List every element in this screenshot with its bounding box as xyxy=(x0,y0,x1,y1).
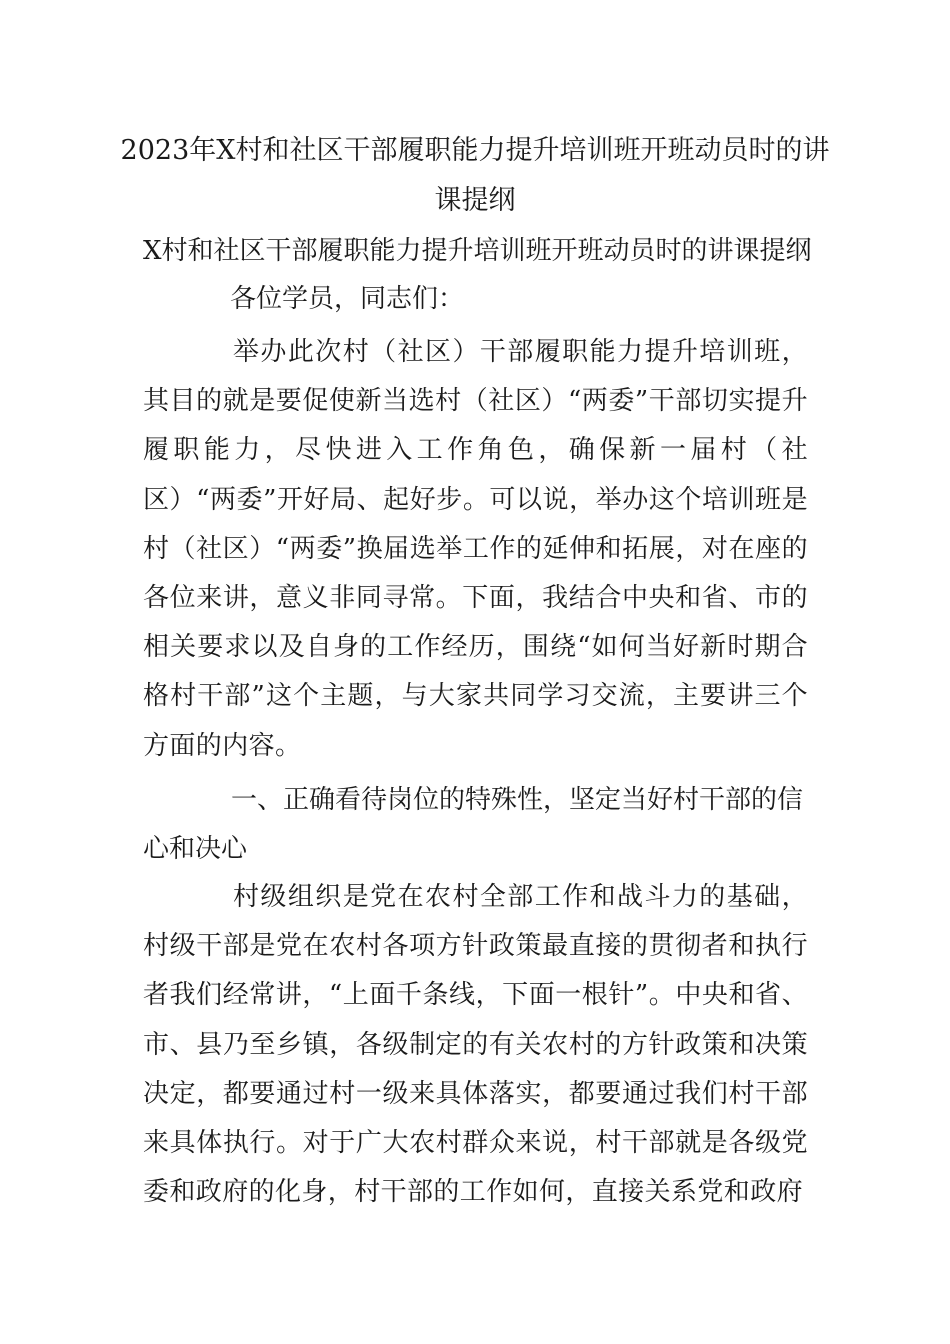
section-1-paragraph: 村级组织是党在农村全部工作和战斗力的基础，村级干部是党在农村各项方针政策最直接的贯彻者和执行者我们经常讲，“上面千条线，下面一根针”。中央和省、市、县乃至乡镇，各级制定的有关农村的方针政策和决策决定，都要通过村一级来具体落实，都要通过我们村干部来具体执行。对于广大农村群众来说，村干部就是各级党委和政府的化身，村干部的工作如何，直接关系党和政府 xyxy=(143,882,808,1208)
greeting-line: 各位学员，同志们： xyxy=(230,284,465,314)
document-title: 2023年X村和社区干部履职能力提升培训班开班动员时的讲课提纲 xyxy=(120,135,830,216)
intro-paragraph: 举办此次村（社区）干部履职能力提升培训班，其目的就是要促使新当选村（社区）“两委”干部切实提升履职能力，尽快进入工作角色，确保新一届村（社区）“两委”开好局、起好步。可以说，举办这个培训班是村（社区）“两委”换届选举工作的延伸和拓展，对在座的各位来讲，意义非同寻常。下面，我结合中央和省、市的相关要求以及自身的工作经历，围绕“如何当好新时期合格村干部”这个主题，与大家共同学习交流，主要讲三个方面的内容。 xyxy=(143,337,808,761)
document-subtitle: X村和社区干部履职能力提升培训班开班动员时的讲课提纲 xyxy=(143,236,812,266)
section-heading-1: 一、正确看待岗位的特殊性，坚定当好村干部的信心和决心 xyxy=(143,785,804,865)
